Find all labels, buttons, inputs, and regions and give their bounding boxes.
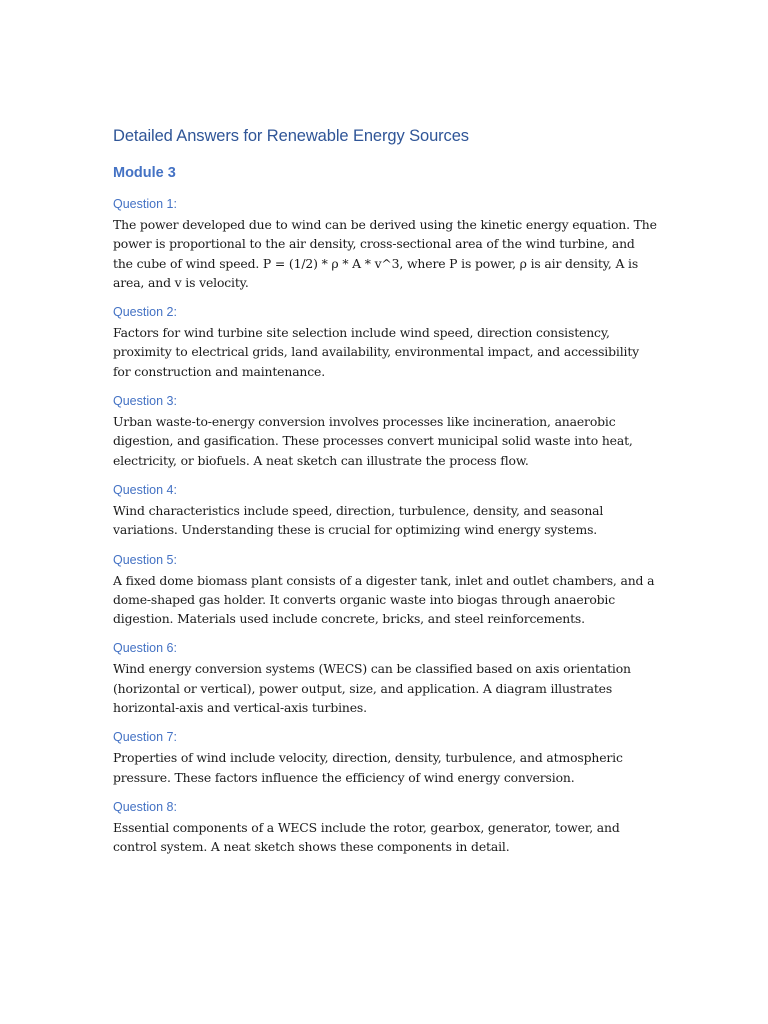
answer-text: Properties of wind include velocity, direction, density, turbulence, and atmospheric pressure. These factors influence the efficiency of wind energy conversion. — [113, 750, 623, 785]
question-block — [113, 304, 658, 381]
answer-text: A fixed dome biomass plant consists of a digester tank, inlet and outlet chambers, and a dome-shaped gas holder. It converts organic waste into biogas through anaerobic digestion. Materials used include concrete, bricks, and steel reinforcements. — [113, 572, 655, 627]
question-block — [113, 640, 658, 717]
answer-text: Factors for wind turbine site selection include wind speed, direction consistency, proximity to electrical grids, land availability, environmental impact, and accessibility for construction and maintenance. — [113, 325, 639, 379]
question-heading: Question 3: — [113, 394, 177, 409]
module-heading: Module 3 — [113, 165, 176, 181]
answer-text: Urban waste-to-energy conversion involves processes like incineration, anaerobic digestion, and gasification. These processes convert municipal solid waste into heat, electricity, or biofuels. A neat sketch can illustrate the process flow. — [113, 414, 633, 468]
answer-text: Essential components of a WECS include the rotor, gearbox, generator, tower, and control system. A neat sketch shows these components in detail. — [113, 819, 620, 855]
question-heading: Question 5: — [113, 552, 177, 567]
document-title: Detailed Answers for Renewable Energy Sources — [113, 127, 469, 145]
question-heading: Question 6: — [113, 641, 177, 656]
question-heading: Question 2: — [113, 305, 177, 320]
answer-text: The power developed due to wind can be derived using the kinetic energy equation. The power is proportional to the air density, cross-sectional area of the wind turbine, and the cube of wind speed. P = (1/2) * ρ * A * v^3, where P is power, ρ is air density, A is area, and v is velocity. — [113, 217, 657, 290]
question-heading: Question 1: — [113, 197, 177, 211]
answer-text: Wind energy conversion systems (WECS) can be classified based on axis orientation (horizontal or vertical), power output, size, and application. A diagram illustrates horizontal-axis and vertical-axis turbines. — [113, 661, 631, 716]
question-block — [113, 482, 658, 540]
question-heading: Question 7: — [113, 730, 177, 745]
question-block — [113, 393, 658, 470]
question-block — [113, 196, 658, 292]
question-heading: Question 8: — [113, 799, 177, 814]
question-block — [113, 799, 658, 857]
question-block — [113, 552, 658, 629]
answer-text: Wind characteristics include speed, direction, turbulence, density, and seasonal variations. Understanding these is crucial for optimizing wind energy systems. — [113, 502, 604, 538]
question-block — [113, 729, 658, 787]
question-heading: Question 4: — [113, 482, 177, 497]
document-page — [113, 124, 658, 869]
